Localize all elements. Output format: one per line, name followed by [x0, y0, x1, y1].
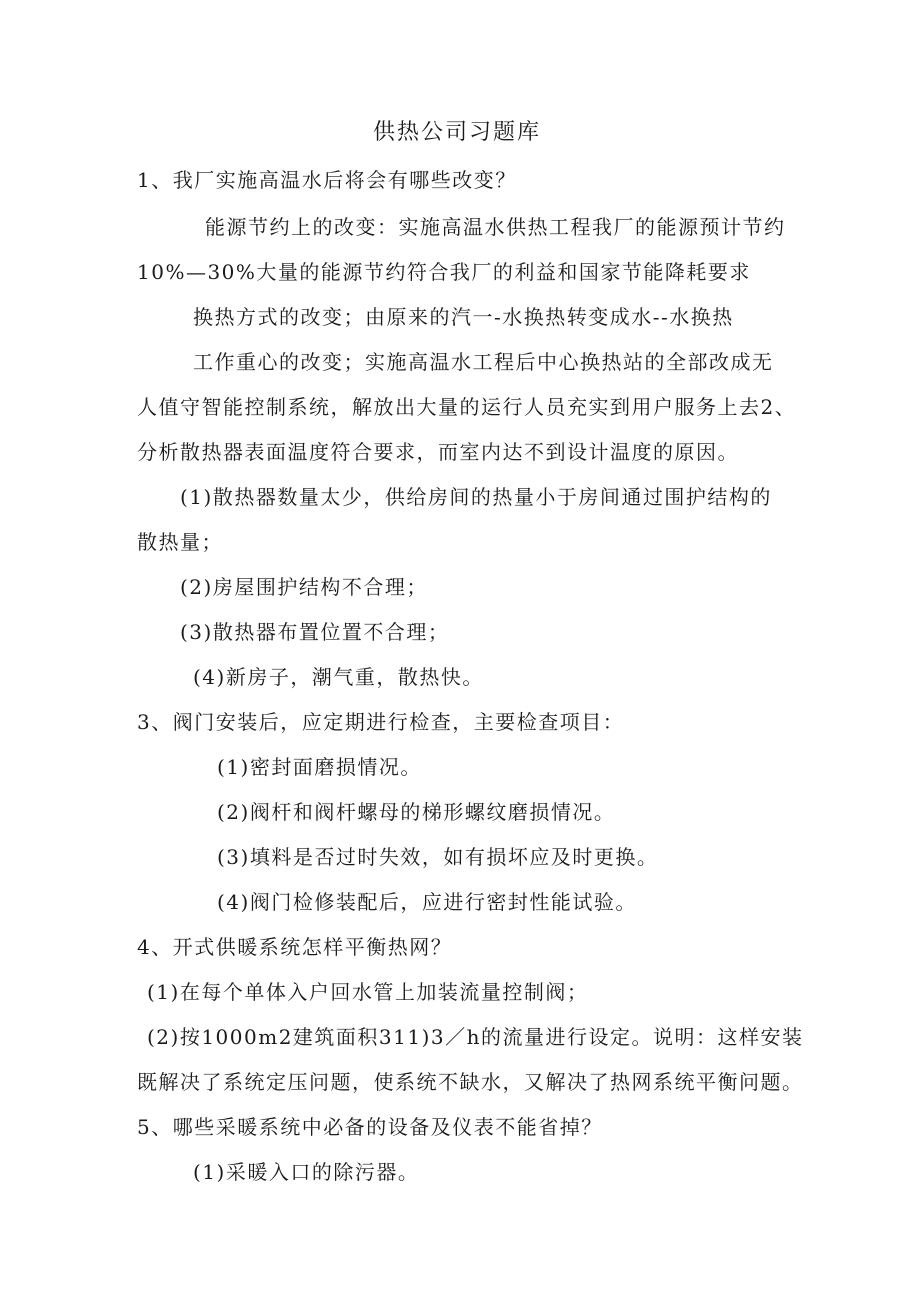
list-item: (2)阀杆和阀杆螺母的梯形螺纹磨损情况。: [217, 800, 616, 824]
list-item: (3)填料是否过时失效，如有损坏应及时更换。: [217, 845, 659, 869]
paragraph-line: 换热方式的改变；由原来的汽一-水换热转变成水--水换热: [193, 305, 734, 329]
list-item: (2)房屋围护结构不合理；: [180, 575, 428, 599]
question-5: 5、哪些采暖系统中必备的设备及仪表不能省掉？: [137, 1115, 603, 1139]
list-item: (2)按1000m2建筑面积311)3／h的流量进行设定。说明：这样安装: [147, 1025, 804, 1049]
list-item: (3)散热器布置位置不合理；: [180, 620, 450, 644]
paragraph-line: 人值守智能控制系统，解放出大量的运行人员充实到用户服务上去2、: [137, 395, 797, 419]
paragraph-line: 工作重心的改变；实施高温水工程后中心换热站的全部改成无: [193, 350, 774, 374]
question-4: 4、开式供暖系统怎样平衡热网？: [137, 935, 453, 959]
list-item: (4)阀门检修装配后，应进行密封性能试验。: [217, 890, 637, 914]
list-item: (1)密封面磨损情况。: [217, 755, 422, 779]
paragraph-line: 10%—30%大量的能源节约符合我厂的利益和国家节能降耗要求: [137, 260, 751, 284]
paragraph-line: 分析散热器表面温度符合要求，而室内达不到设计温度的原因。: [137, 440, 739, 464]
question-3: 3、阀门安装后，应定期进行检查，主要检查项目：: [137, 710, 625, 734]
list-item: (1)散热器数量太少，供给房间的热量小于房间通过围护结构的: [180, 485, 772, 509]
list-item: (1)在每个单体入户回水管上加装流量控制阀；: [147, 980, 589, 1004]
question-1: 1、我厂实施高温水后将会有哪些改变？: [137, 168, 517, 192]
list-item: (4)新房子，潮气重，散热快。: [193, 665, 484, 689]
list-item: (1)采暖入口的除污器。: [193, 1160, 420, 1184]
paragraph-line: 能源节约上的改变：实施高温水供热工程我厂的能源预计节约: [205, 215, 786, 239]
paragraph-line: 散热量；: [137, 530, 223, 554]
document-title: 供热公司习题库: [373, 120, 542, 145]
paragraph-line: 既解决了系统定压问题，使系统不缺水，又解决了热网系统平衡问题。: [137, 1070, 804, 1094]
